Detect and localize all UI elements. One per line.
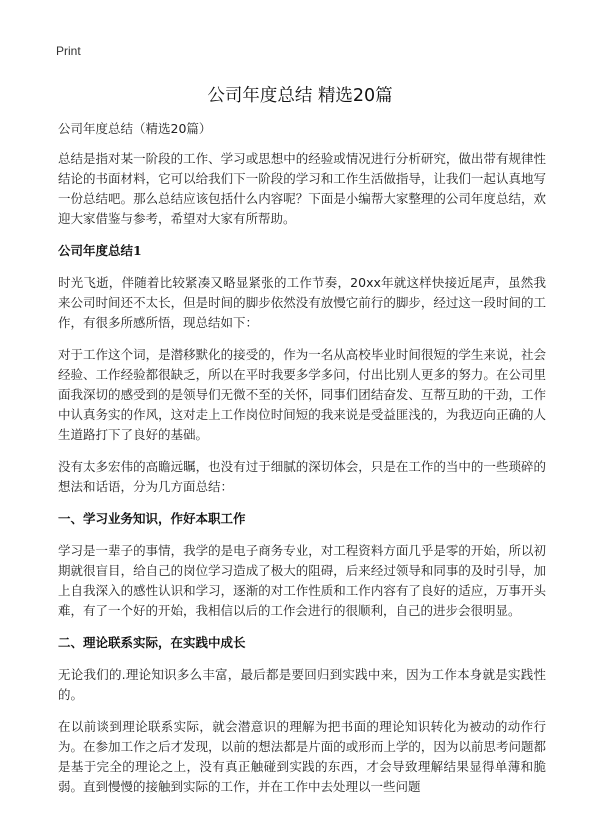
intro-paragraph: 总结是指对某一阶段的工作、学习或思想中的经验或情况进行分析研究，做出带有规律性结论的书面材料，它可以给我们下一阶段的学习和工作生活做指导，让我们一起认真地写一份总结吧。那么总结应该包括什么内容呢？下面是小编帮大家整理的公司年度总结，欢迎大家借鉴与参考，希望对大家有所帮助。: [58, 151, 546, 226]
document-body: [58, 119, 546, 809]
document-subtitle: 公司年度总结（精选20篇）: [58, 121, 212, 136]
paragraph-4: 学习是一辈子的事情，我学的是电子商务专业，对工程资料方面几乎是零的开始，所以初期就很盲目，给自己的岗位学习造成了极大的阻碍，后来经过领导和同事的及时引导，加上自我深入的感性认识和学习，逐渐的对工作性质和工作内容有了良好的适应，万事开头难，有了一个好的开始，我相信以后的工作会进行的很顺利，自己的进步会很明显。: [58, 543, 546, 618]
subheading-practice: 二、理论联系实际，在实践中成长: [58, 635, 246, 650]
paragraph-6: 在以前谈到理论联系实际，就会潜意识的理解为把书面的理论知识转化为被动的动作行为。在参加工作之后才发现，以前的想法都是片面的或形而上学的，因为以前思考问题都是基于完全的理论之上，没有真正触碰到实践的东西，才会导致理解结果显得单薄和脆弱。直到慢慢的接触到实际的工作，并在工作中去处理以一些问题: [58, 719, 546, 794]
paragraph-2: 对于工作这个词，是潜移默化的接受的，作为一名从高校毕业时间很短的学生来说，社会经验、工作经验都很缺乏，所以在平时我要多学多问，付出比别人更多的努力。在公司里面我深切的感受到的是领导们无微不至的关怀，同事们团结奋发、互帮互助的干劲，工作中认真务实的作风，这对走上工作岗位时间短的我来说是受益匪浅的，为我迈向正确的人生道路打下了良好的基础。: [58, 347, 546, 442]
page-title: 公司年度总结 精选20篇: [207, 86, 393, 106]
subheading-study: 一、学习业务知识，作好本职工作: [58, 511, 246, 526]
paragraph-1: 时光飞逝，伴随着比较紧凑又略显紧张的工作节奏，20xx年就这样快接近尾声，虽然我来公司时间还不太长，但是时间的脚步依然没有放慢它前行的脚步，经过这一段时间的工作，有很多所感所悟，现总结如下：: [58, 275, 546, 330]
print-label[interactable]: Print: [56, 44, 81, 58]
paragraph-3: 没有太多宏伟的高瞻远瞩，也没有过于细腻的深切体会，只是在工作的当中的一些琐碎的想法和话语，分为几方面总结：: [58, 459, 546, 494]
paragraph-5: 无论我们的.理论知识多么丰富，最后都是要回归到实践中来，因为工作本身就是实践性的。: [58, 667, 546, 702]
section-heading-1: 公司年度总结1: [58, 243, 142, 258]
